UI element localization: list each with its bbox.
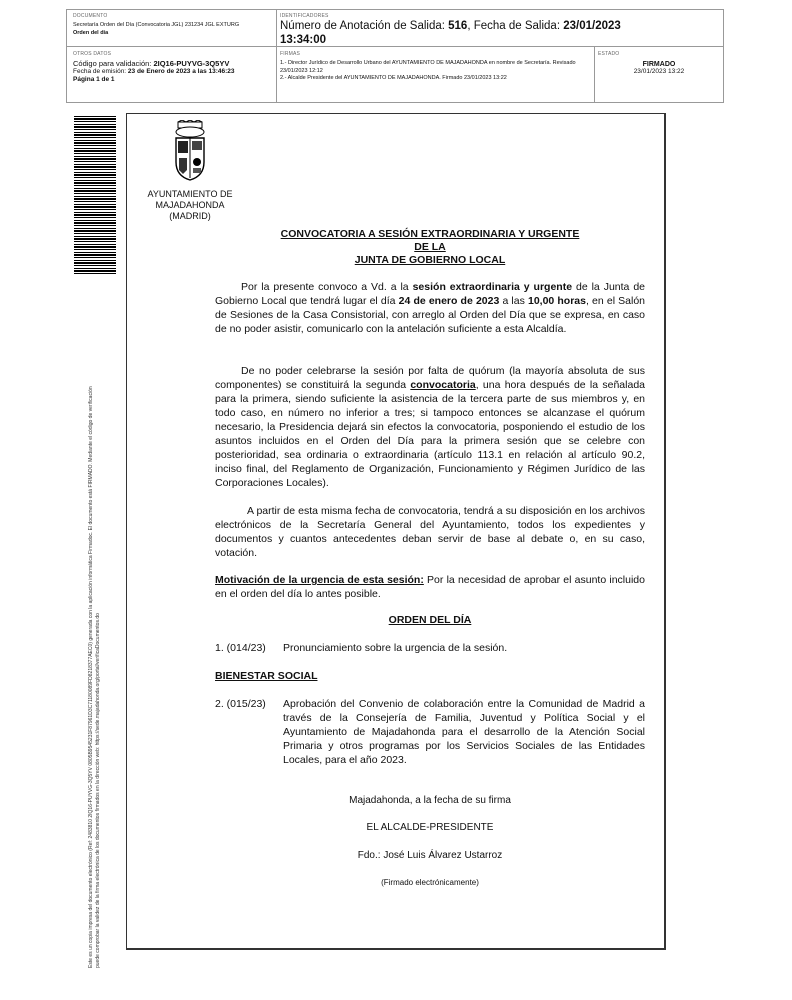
title-line-2: DE LA	[414, 241, 446, 253]
registry-entry: Número de Anotación de Salida: 516, Fecha de Salida: 23/01/2023 13:34:00	[280, 20, 621, 46]
verification-side-text	[88, 278, 102, 968]
side-text-line-2: puede comprobar la validez de la firma electrónica de los documentos firmados en la dirección web: https://sede.majadahonda.org/portal/verificaDocumentos.do	[95, 613, 101, 968]
section-heading	[215, 669, 645, 685]
closing-role: EL ALCALDE-PRESIDENTE	[366, 822, 494, 833]
title-line-1: CONVOCATORIA A SESIÓN EXTRAORDINARIA Y URGENTE	[280, 228, 580, 240]
title-line-3: JUNTA DE GOBIERNO LOCAL	[354, 254, 506, 266]
signatures-label: FIRMAS	[280, 51, 301, 57]
status-date: 23/01/2023 13:22	[633, 68, 685, 75]
signature-1: 1.- Director Jurídico de Desarrollo Urbano del AYUNTAMIENTO DE MAJADAHONDA en nombre de Secretaría. Revisado 23/01/2023 12:12	[280, 60, 576, 74]
document-label: DOCUMENTO	[73, 13, 108, 19]
signature-2: 2.- Alcalde Presidente del AYUNTAMIENTO DE MAJADAHONDA. Firmado 23/01/2023 13:22	[280, 75, 507, 81]
document-line: Secretaría Orden del Día (Convocatoria JGL) 231234 JGL EXTURG	[73, 22, 240, 28]
status-value: FIRMADO	[642, 61, 676, 68]
agenda-item-number: 2. (015/23)	[215, 698, 266, 710]
status-cell	[598, 51, 720, 75]
agenda-item	[215, 697, 645, 769]
signatures-cell	[280, 51, 590, 83]
agenda-item	[215, 641, 645, 657]
section-label: BIENESTAR SOCIAL	[215, 670, 318, 682]
coat-of-arms-logo	[172, 120, 208, 182]
status-label: ESTADO	[598, 51, 620, 57]
paragraph-quorum: De no poder celebrarse la sesión por falta de quórum (la mayoría absoluta de sus componentes) se constituirá la segunda convocatoria, una hora después de la señalada para la primera, siendo suficiente la asistencia de la tercera parte de sus miembros y, en todo caso, en número no inferior a tres; si tampoco entonces se alcanzase el quórum necesario, la Presidencia dejará sin efectos la convocatoria, posponiendo el estudio de los asuntos incluidos en el Orden del Día para la primera sesión que se celebre con posterioridad, sea ordinaria o extraordinaria (artículo 113.1 en relación al artículo 90.2, inciso final, del Reglamento de Organización, Funcionamiento y Régimen Jurídico de las Corporaciones Locales).	[215, 365, 646, 489]
other-data-cell	[73, 51, 273, 84]
paragraph-urgency: Motivación de la urgencia de esta sesión: Por la necesidad de aprobar el asunto incluido en el orden del día lo antes posible.	[215, 574, 645, 600]
identifiers-cell	[280, 13, 720, 47]
barcode-image	[74, 116, 116, 274]
signature-header	[66, 9, 724, 103]
document-cell	[73, 13, 273, 37]
closing-place: Majadahonda, a la fecha de su firma	[349, 795, 511, 806]
agenda-title: ORDEN DEL DÍA	[388, 614, 472, 626]
agenda-item-text: Aprobación del Convenio de colaboración entre la Comunidad de Madrid a través de la Consejería de Familia, Juventud y Política Social y el Ayuntamiento de Majadahonda para el desarrollo de la Atención Social Primaria y otros programas por los Servicios Sociales de las Entidades Locales, para el año 2023.	[283, 698, 645, 766]
paragraph-documents: A partir de esta misma fecha de convocatoria, tendrá a su disposición en los archivos electrónicos de la Secretaría General del Ayuntamiento, todos los expedientes y documentos y cuantos antecedentes deban servir de base al debate o, en su caso, votación.	[215, 505, 645, 559]
council-line-2: MAJADAHONDA	[155, 200, 225, 210]
document-type: Orden del día	[73, 29, 109, 36]
council-line-3: (MADRID)	[169, 211, 211, 221]
validation-code: Código para validación: 2IQ16-PUYVG-3Q5YV	[73, 59, 230, 68]
side-text-line-1: Este es un copia impresa del documento electrónico (Ref: 2483810 2IQ16-PUYVG-3Q5YV 0805B9545231F87961D3C71180089FD8218377AEC0) generada con la aplicación informática Firmadoc. El documento está FIRMADO. Mediante el código de verificación	[88, 386, 94, 968]
document-title	[215, 228, 645, 267]
page-count: Página 1 de 1	[73, 76, 115, 83]
other-data-label: OTROS DATOS	[73, 51, 112, 57]
issue-date: Fecha de emisión: 23 de Enero de 2023 a las 13:46:23	[73, 68, 235, 75]
city-council-name	[128, 189, 252, 222]
closing-signer: Fdo.: José Luis Álvarez Ustarroz	[357, 850, 503, 861]
council-line-1: AYUNTAMIENTO DE	[147, 189, 233, 199]
agenda-item-text: Pronunciamiento sobre la urgencia de la sesión.	[283, 642, 508, 654]
closing-note: (Firmado electrónicamente)	[381, 878, 479, 887]
identifiers-label: IDENTIFICADORES	[280, 13, 329, 19]
paragraph-convocation: Por la presente convoco a Vd. a la sesión extraordinaria y urgente de la Junta de Gobierno Local que tendrá lugar el día 24 de enero de 2023 a las 10,00 horas, en el Salón de Sesiones de la Casa Consistorial, con arreglo al Orden del Día que se expresa, en caso de no poder asistir, comunicarlo con la antelación suficiente a esta Alcaldía.	[215, 281, 646, 335]
agenda-item-number: 1. (014/23)	[215, 642, 266, 654]
